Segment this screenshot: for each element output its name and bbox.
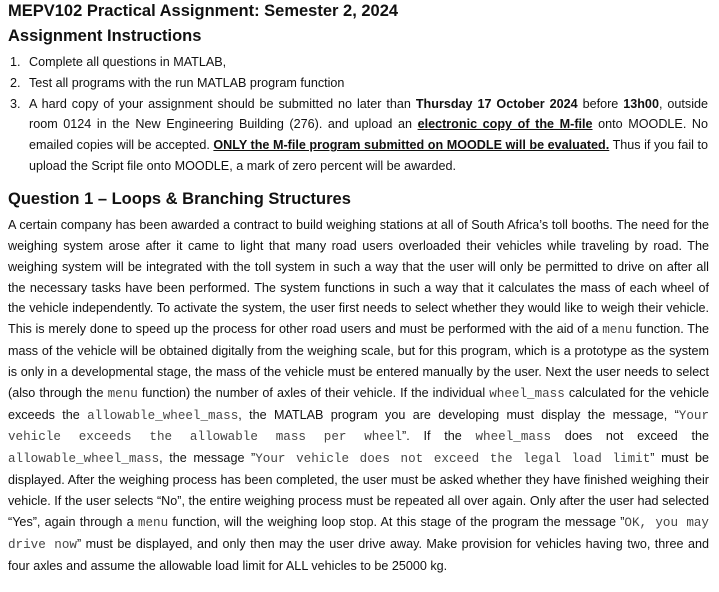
code-wheel-mass: wheel_mass bbox=[489, 386, 565, 401]
instruction-text: Test all programs with the run MATLAB program function bbox=[29, 75, 345, 90]
code-message-within-limit: Your vehicle does not exceed the legal load limit bbox=[255, 452, 651, 467]
document-title: MEPV102 Practical Assignment: Semester 2, 2024 bbox=[8, 2, 399, 20]
code-menu: menu bbox=[107, 386, 138, 401]
instruction-text: onto MOODLE. No emailed copies will be accepted. bbox=[29, 117, 709, 153]
instructions-list bbox=[8, 52, 708, 177]
code-menu: menu bbox=[602, 323, 633, 338]
instruction-text: Complete all questions in MATLAB, bbox=[29, 55, 227, 69]
body-text: A certain company has been awarded a contract to build weighing stations at all of South Africa’s toll booths. The need for the weighing system arose after it came to light that many road users overloaded their vehicles while traveling by road. The weighing system will be integrated with the toll system in such a way that the user will only be permitted to drive on after all the necessary tasks have been performed. The system functions in such a way that it calculates the mass of each wheel of the vehicle independently. To activate the system, the user first needs to select whether they would like to weigh their vehicle. This is merely done to speed up the process for other road users and must be performed with the aid of a bbox=[8, 218, 709, 337]
code-menu: menu bbox=[137, 515, 169, 530]
body-text: ”. If the bbox=[402, 429, 476, 444]
code-message-exceeds: Your vehicle exceeds the allowable mass per wheel bbox=[8, 408, 709, 445]
instruction-item-3 bbox=[8, 94, 708, 177]
code-allowable-wheel-mass: allowable_wheel_mass bbox=[87, 408, 239, 423]
body-text: ” must be displayed. After the weighing process has been completed, the user must be asked whether they have finished weighing their vehicle. If the user selects “No”, the entire weighing process must be repeated all over again. Only after the user had selected “Yes”, again through a bbox=[8, 451, 709, 529]
instruction-item-2 bbox=[8, 73, 708, 94]
deadline-time: 13h00 bbox=[623, 96, 659, 111]
code-wheel-mass: wheel_mass bbox=[475, 430, 552, 445]
code-message-drive: OK, you may drive now bbox=[8, 515, 709, 552]
code-allowable-wheel-mass: allowable_wheel_mass bbox=[8, 452, 160, 467]
instruction-number: 3. bbox=[10, 96, 21, 111]
upload-emphasis: electronic copy of the M-file bbox=[417, 117, 593, 132]
question-1-heading: Question 1 – Loops & Branching Structures bbox=[8, 190, 351, 208]
question-1-body bbox=[8, 215, 709, 576]
body-text: calculated for the vehicle exceeds the bbox=[8, 385, 709, 422]
deadline-date: Thursday 17 October 2024 bbox=[415, 96, 578, 111]
body-text: function, will the weighing loop stop. At this stage of the program the message ” bbox=[168, 514, 625, 529]
body-text: does not exceed the bbox=[551, 429, 709, 444]
instruction-text: Thus if you fail to upload the Script file onto MOODLE, a mark of zero percent will be awarded. bbox=[29, 138, 708, 173]
body-text: , the MATLAB program you are developing must display the message, “ bbox=[238, 407, 679, 422]
instruction-number: 2. bbox=[10, 75, 21, 90]
instruction-text: , outside room 0124 in the New Engineering Building (276). and upload an bbox=[29, 96, 708, 132]
instruction-item-1 bbox=[8, 52, 708, 73]
evaluation-emphasis: ONLY the M-file program submitted on MOODLE will be evaluated. bbox=[213, 138, 610, 153]
instruction-text: A hard copy of your assignment should be submitted no later than bbox=[29, 96, 416, 111]
instruction-text: before bbox=[577, 96, 624, 111]
body-text: function. The mass of the vehicle will be obtained digitally from the weighing scale, but for this program, which is a prototype as the system is only in a developmental stage, the mass of the vehicle must be entered manually by the user. Next the user needs to select (also through the bbox=[8, 322, 709, 400]
body-text: , the message ” bbox=[159, 451, 256, 466]
body-text: function) the number of axles of their vehicle. If the individual bbox=[137, 385, 490, 400]
instruction-number: 1. bbox=[10, 55, 21, 69]
body-text: ” must be displayed, and only then may the user drive away. Make provision for vehicles having two, three and four axles and assume the allowable load limit for ALL vehicles to be 25000 kg. bbox=[8, 536, 709, 573]
instructions-heading: Assignment Instructions bbox=[8, 27, 202, 45]
